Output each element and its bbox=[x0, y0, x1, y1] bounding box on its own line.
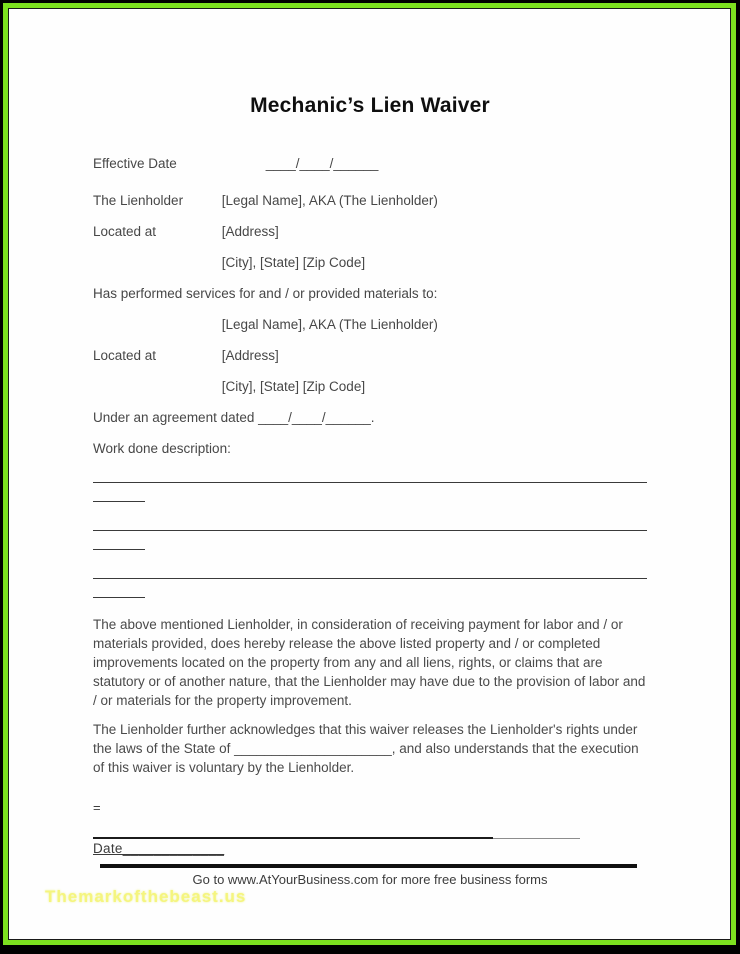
date-line bbox=[93, 839, 647, 858]
field-label: Effective Date bbox=[93, 156, 177, 171]
statement-work-done-description: Work done description: bbox=[93, 441, 231, 456]
field-row-legal-name-2 bbox=[93, 315, 647, 334]
equals-mark: = bbox=[93, 800, 101, 815]
document-title: Mechanic’s Lien Waiver bbox=[250, 94, 490, 117]
field-label: The Lienholder bbox=[93, 193, 184, 208]
blank-rule-long bbox=[93, 481, 647, 483]
field-value-date-blank: ____/____/______ bbox=[265, 156, 379, 171]
blank-rule-short bbox=[93, 596, 145, 598]
blank-rule-short bbox=[93, 548, 145, 550]
green-border bbox=[3, 3, 736, 945]
watermark-text: Themarkofthebeast.us bbox=[45, 887, 247, 906]
field-row-city-state-zip-1 bbox=[93, 253, 647, 272]
field-row-effective-date bbox=[93, 154, 647, 173]
document-content bbox=[9, 94, 730, 889]
field-value: [Address] bbox=[221, 224, 279, 239]
field-label: Located at bbox=[93, 224, 157, 239]
signature-line-light-segment bbox=[493, 836, 580, 839]
field-value: [Legal Name], AKA (The Lienholder) bbox=[221, 193, 438, 208]
document-page bbox=[8, 8, 731, 940]
field-value: [Address] bbox=[221, 348, 279, 363]
statement-performed-services: Has performed services for and / or provided materials to: bbox=[93, 286, 438, 301]
statement-agreement-dated: Under an agreement dated ____/____/______. bbox=[93, 410, 375, 425]
footer-note: Go to www.AtYourBusiness.com for more free business forms bbox=[192, 872, 548, 887]
blank-rule-long bbox=[93, 577, 647, 579]
body-paragraph-release: The above mentioned Lienholder, in consideration of receiving payment for labor and / or materials provided, does hereby release the above listed property and / or completed improvements located on the property from any and all liens, rights, or claims that are statutory or of another nature, that the Lienholder may have due to the provision of labor and / or materials for the property improvement. bbox=[93, 617, 646, 708]
field-label: Located at bbox=[93, 348, 157, 363]
blank-rule-short bbox=[93, 500, 145, 502]
divider-bar bbox=[100, 864, 637, 868]
body-paragraph-acknowledgement: The Lienholder further acknowledges that this waiver releases the Lienholder's rights under the laws of the State of _____________________, and also understands that the execution of this waiver is voluntary by the Lienholder. bbox=[93, 722, 639, 775]
field-row-located-at-2 bbox=[93, 346, 647, 365]
field-row-city-state-zip-2 bbox=[93, 377, 647, 396]
field-value: [City], [State] [Zip Code] bbox=[221, 379, 366, 394]
field-row-located-at-1 bbox=[93, 222, 647, 241]
field-row-lienholder bbox=[93, 191, 647, 210]
signature-line bbox=[93, 830, 647, 833]
field-value: [Legal Name], AKA (The Lienholder) bbox=[221, 317, 438, 332]
date-label: Date_____________ bbox=[93, 841, 225, 856]
field-value: [City], [State] [Zip Code] bbox=[221, 255, 366, 270]
blank-rule-long bbox=[93, 529, 647, 531]
